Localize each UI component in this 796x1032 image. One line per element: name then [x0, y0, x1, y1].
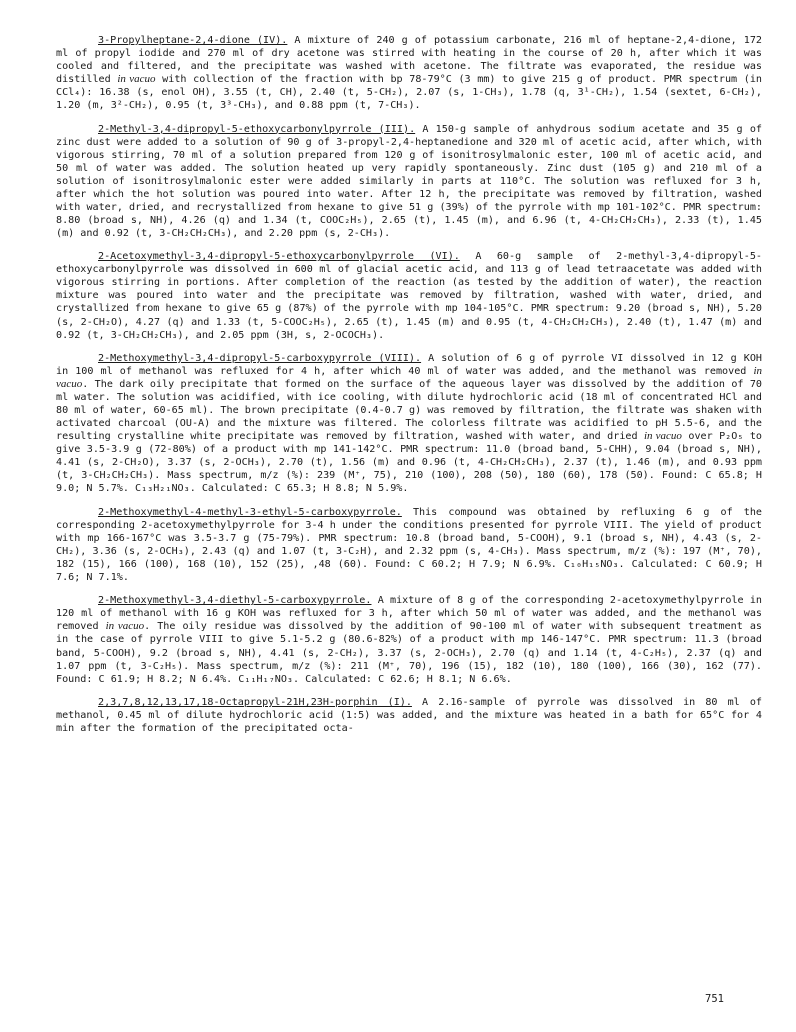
paragraph-text: A 2.16-sample of pyrrole was dissolved in 80 ml of methanol, 0.45 ml of dilute hydrochloric acid (1:5) was added, and the mixture was heated in a bath for 65°C for 4 min after the formation of the precipitated octa-: [56, 696, 762, 735]
paragraph: [56, 506, 762, 584]
paragraph: [56, 34, 762, 112]
italic-text: in vacuo: [117, 73, 156, 86]
paragraph: [56, 696, 762, 735]
italic-text: in vacuo: [105, 620, 145, 633]
paragraph-text: . The dark oily precipitate that formed on the surface of the aqueous layer was dissolved by the addition of 70 ml water. The solution was acidified, with ice cooling, with dilute hydrochloric acid (18 ml of concentrated HCl and 80 ml of water, 60-65 ml). The brown precipitate (0.4-0.7 g) was removed by filtration, the filtrate was shaken with activated charcoal (OU-A) and the mixture was filtered. The colorless filtrate was acidified to pH 5.5-6, and the resulting crystalline white precipitate was removed by filtration, washed with water, and dried: [56, 379, 762, 443]
section-heading: 2,3,7,8,12,13,17,18-Octapropyl-21H,23H-porphin (I).: [98, 696, 412, 708]
italic-text: in vacuo: [56, 364, 762, 391]
section-heading: 2-Methoxymethyl-3,4-diethyl-5-carboxypyrrole.: [98, 595, 372, 607]
paragraph-text: A mixture of 8 g of the corresponding 2-acetoxymethylpyrrole in 120 ml of methanol with 16 g KOH was refluxed for 3 h, after which 50 ml of water was added, and the methanol was removed: [56, 595, 762, 633]
paragraph-text: . The oily residue was dissolved by the addition of 90-100 ml of water with subsequent treatment as in the case of pyrrole VIII to give 5.1-5.2 g (80.6-82%) of a product with mp 146-147°C. PMR spectrum: 11.3 (broad band, 5-COOH), 9.2 (broad s, NH), 4.41 (s, 2-CH₂), 3.37 (s, 2-OCH₃), 2.70 (q) and 1.14 (t, 4-C₂H₅), 2.37 (q) and 1.07 ppm (t, 3-C₂H₅). Mass spectrum, m/z (%): 211 (M⁺, 70), 196 (15), 182 (10), 180 (100), 166 (30), 162 (77). Found: C 61.9; H 8.2; N 6.4%. C₁₁H₁₇NO₃. Calculated: C 62.6; H 8.1; N 6.6%.: [56, 621, 762, 685]
paragraph-text: A 60-g sample of 2-methyl-3,4-dipropyl-5-ethoxycarbonylpyrrole was dissolved in 600 ml of glacial acetic acid, and 113 g of lead tetraacetate was added with vigorous stirring in portions. After completion of the reaction (as tested by the addition of water), the reaction mixture was poured into water and the precipitate was removed by filtration, washed with water, dried, and crystallized from hexane to give 65 g (87%) of the pyrrole with mp 104-105°C. PMR spectrum: 9.20 (broad s, NH), 5.20 (s, 2-CH₂O), 4.27 (q) and 1.33 (t, 5-COOC₂H₅), 2.65 (t), 1.45 (m) and 0.95 (t, 4-CH₂CH₂CH₃), 2.40 (t), 1.47 (m) and 0.92 (t, 3-CH₂CH₂CH₃), and 2.05 ppm (3H, s, 2-OCOCH₃).: [56, 251, 763, 341]
paragraph: [56, 250, 762, 341]
section-heading: 2-Methoxymethyl-3,4-dipropyl-5-carboxypyrrole (VIII).: [98, 352, 422, 364]
section-heading: 2-Acetoxymethyl-3,4-dipropyl-5-ethoxycarbonylpyrrole (VI).: [98, 251, 460, 263]
paragraph: [56, 352, 762, 496]
section-heading: 2-Methoxymethyl-4-methyl-3-ethyl-5-carboxypyrrole.: [98, 506, 402, 518]
article-body: [56, 34, 762, 735]
paragraph-text: with collection of the fraction with bp 78-79°C (3 mm) to give 215 g of product. PMR spectrum (in CCl₄): 16.38 (s, enol OH), 3.55 (t, CH), 2.40 (t, 5-CH₂), 2.07 (s, 1-CH₃), 1.78 (q, 3¹-CH₂), 1.54 (sextet, 6-CH₂), 1.20 (m, 3²-CH₂), 0.95 (t, 3³-CH₃), and 0.88 ppm (t, 7-CH₃).: [56, 74, 762, 112]
page-number: 751: [705, 993, 724, 1005]
section-heading: 3-Propylheptane-2,4-dione (IV).: [98, 35, 288, 46]
section-heading: 2-Methyl-3,4-dipropyl-5-ethoxycarbonylpyrrole (III).: [98, 123, 416, 135]
paragraph-text: over P₂O₅ to give 3.5-3.9 g (72-80%) of a product with mp 141-142°C. PMR spectrum: 11.0 (broad band, 5-CHH), 9.04 (broad s, NH), 4.41 (s, 2-CH₂O), 3.37 (s, 2-OCH₃), 2.70 (t), 1.56 (m) and 0.96 (t, 4-CH₂CH₂CH₃), 2.37 (t), 1.46 (m), and 0.93 ppm (t, 3-CH₂CH₂CH₃). Mass spectrum, m/z (%): 239 (M⁺, 75), 210 (100), 208 (50), 180 (60), 178 (50). Found: C 65.8; H 9.0; N 5.7%. C₁₃H₂₁NO₃. Calculated: C 65.3; H 8.8; N 5.9%.: [56, 431, 762, 495]
paragraph-text: This compound was obtained by refluxing 6 g of the corresponding 2-acetoxymethylpyrrole for 3-4 h under the conditions presented for pyrrole VIII. The yield of product with mp 166-167°C was 3.5-3.7 g (75-79%). PMR spectrum: 10.8 (broad band, 5-COOH), 9.1 (broad s, NH), 4.43 (s, 2-CH₂), 3.36 (s, 2-OCH₃), 2.43 (q) and 1.07 (t, 3-C₂H), and 2.32 ppm (s, 4-CH₃). Mass spectrum, m/z (%): 197 (M⁺, 70), 182 (15), 166 (100), 168 (10), 152 (25), ,48 (60). Found: C 60.2; H 7.9; N 6.9%. C₁₀H₁₅NO₃. Calculated: C 60.9; H 7.6; N 7.1%.: [56, 506, 762, 583]
italic-text: in vacuo: [644, 430, 682, 443]
paragraph-text: A 150-g sample of anhydrous sodium acetate and 35 g of zinc dust were added to a solution of 90 g of 3-propyl-2,4-heptanedione and 320 ml of acetic acid, after which, with vigorous stirring, 70 ml of a solution prepared from 120 g of isonitrosylmalonic ester, 100 ml of acetic acid, and 50 ml of water was added. The solution heated up very rapidly spontaneously. Zinc dust (105 g) and 210 ml of a solution of isonitrosylmalonic ester were added similarly in parts at 110°C. The solution was refluxed for 3 h, after which the hot solution was poured into water. After 12 h, the precipitate was removed by filtration, washed with water, dried, and recrystallized from hexane to give 51 g (39%) of the pyrrole with mp 101-102°C. PMR spectrum: 8.80 (broad s, NH), 4.26 (q) and 1.34 (t, COOC₂H₅), 2.65 (t), 1.45 (m), and 6.96 (t, 4-CH₂CH₂CH₃), 2.33 (t), 1.45 (m) and 0.92 (t, 3-CH₂CH₂CH₃), and 2.20 ppm (s, 2-CH₃).: [56, 123, 762, 239]
paragraph: [56, 594, 762, 685]
paragraph-text: A solution of 6 g of pyrrole VI dissolved in 12 g KOH in 100 ml of methanol was refluxed for 4 h, after which 40 ml of water was added, and the methanol was removed: [56, 352, 762, 377]
paragraph-text: A mixture of 240 g of potassium carbonate, 216 ml of heptane-2,4-dione, 172 ml of propyl iodide and 270 ml of dry acetone was stirred with heating in the course of 20 h, after which it was cooled and filtered, and the precipitate was washed with acetone. The filtrate was evaporated, the residue was distilled: [56, 35, 762, 86]
paragraph: [56, 123, 762, 240]
